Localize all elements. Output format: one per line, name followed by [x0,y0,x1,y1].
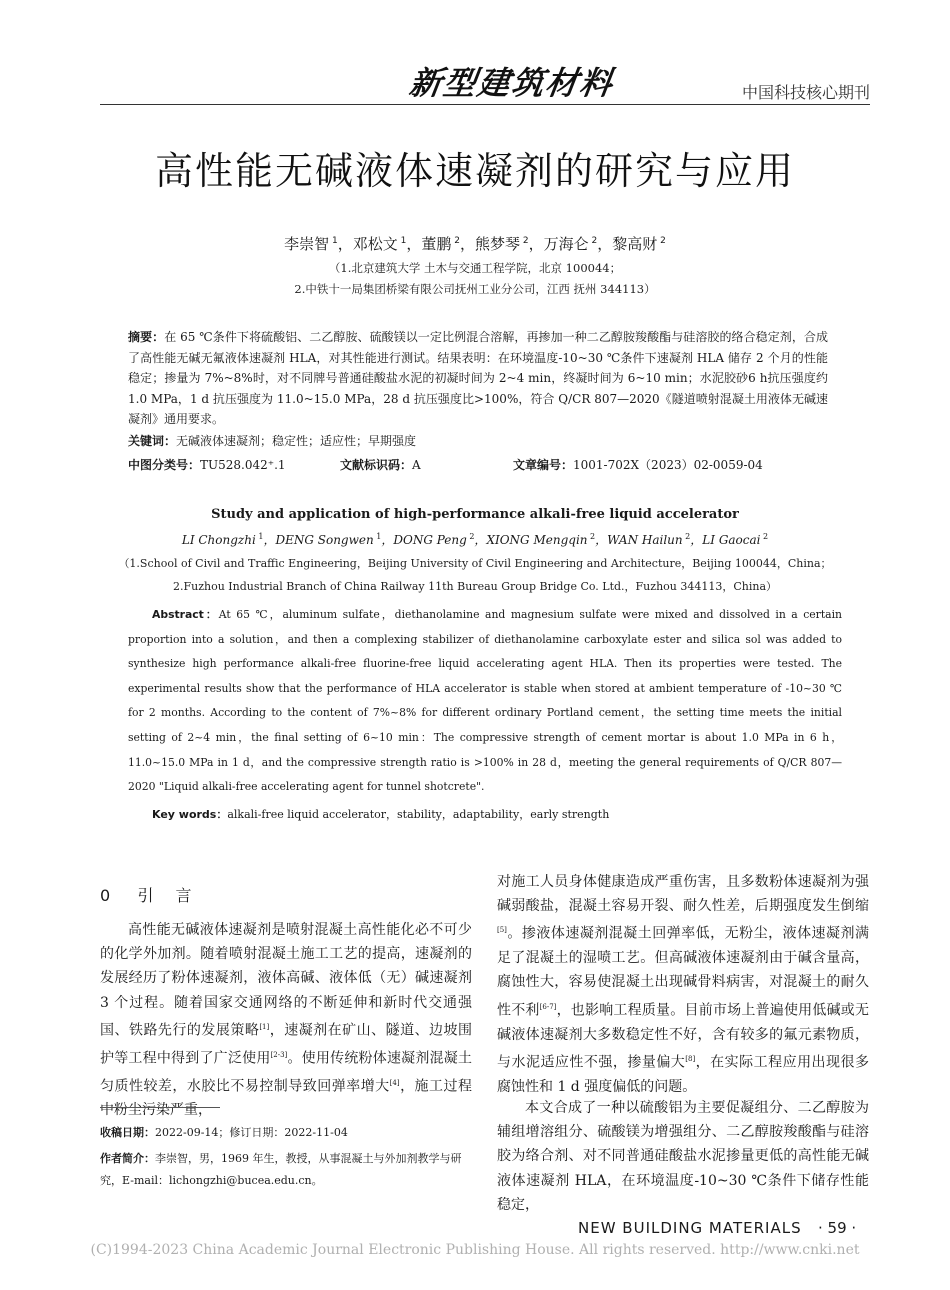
section-number: 0 [100,886,114,905]
author-affiliation-mark: 2 [588,236,598,246]
affiliation-2: 2.中铁十一局集团桥梁有限公司抚州工业分公司，江西 抚州 344113） [294,282,656,296]
author-separator: ， [381,533,394,547]
keywords-cn [128,432,416,449]
author-name: 万海仑 [543,235,589,253]
footnote-author-bio [100,1148,472,1192]
abstract-en [128,603,842,800]
citation: [8] [685,1054,696,1063]
author-name: 李崇智 [284,235,330,253]
footnote-bio-label: 作者简介： [100,1152,155,1165]
author-name: LI Gaocai [702,533,761,547]
para-text: ，施工过程中粉尘污染严重， [100,1078,473,1119]
author-name: 熊梦琴 [475,235,521,253]
author-separator: ， [597,235,613,253]
paper-title-en: Study and application of high-performance alkali-free liquid accelerator [211,507,739,522]
abstract-cn-label: 摘要： [128,330,165,344]
abstract-en-text: At 65 ℃，aluminum sulfate，diethanolamine and magnesium sulfate were mixed and dissolved in a certain proportion into a solution，and then a complexing stabilizer of diethanolamine carboxylate ester and silica sol was added to synthesize high performance alkali-free fluorine-free liquid accelerating agent HLA. Then its properties were tested. The experimental results show that the performance of HLA accelerator is stable when stored at ambient temperature of -10~30 ℃ for 2 months. According to the content of 7%~8% for different ordinary Portland cement，the setting time meets the initial setting of 2~4 min，the final setting of 6~10 min：The compressive strength of cement mortar is about 1.0 MPa in 6 h，11.0~15.0 MPa in 1 d，and the compressive strength ratio is >100% in 28 d，meeting the general requirements of Q/CR 807—2020 "Liquid alkali-free accelerating agent for tunnel shotcrete". [128,608,842,794]
author-affiliation-mark: 1 [255,532,264,541]
footnote-dates-text: 2022-09-14；修订日期：2022-11-04 [155,1126,348,1139]
intro-paragraph-continued [497,870,869,1099]
author-name: 黎高财 [612,235,658,253]
author-name: 邓松文 [352,235,398,253]
author-separator: ， [528,235,544,253]
footnote-dates [100,1122,472,1144]
keywords-en-label: Key words： [152,808,228,821]
author-affiliation-mark: 1 [373,532,382,541]
article-number [513,456,763,473]
author-affiliation-mark: 1 [329,236,338,246]
section-heading [100,883,194,906]
author-name: DENG Songwen [275,533,374,547]
author-affiliation-mark: 2 [587,532,596,541]
para-text: 。使用传统粉体速凝剂混凝土匀质性较差，水胶比不易控制导致回弹率增大 [100,1050,473,1095]
author-name: DONG Peng [393,533,467,547]
copyright-notice: (C)1994-2023 China Academic Journal Electronic Publishing House. All rights reserved. http://www.cnki.net [90,1242,860,1258]
author-name: LI Chongzhi [181,533,256,547]
clc-value: TU528.042⁺.1 [200,458,286,472]
affiliation-en-2: 2.Fuzhou Industrial Branch of China Railway 11th Bureau Group Bridge Co. Ltd.，Fuzhou 344113，China） [172,580,778,593]
author-affiliation-mark: 2 [520,236,529,246]
para-text: ，也影响工程质量。目前市场上普遍使用低碱或无碱液体速凝剂大多数稳定性不好，含有较多的氟元素物质，与水泥适应性不强，掺量偏大 [497,1002,870,1071]
author-name: WAN Hailun [607,533,683,547]
page-number: · 59 · [818,1219,857,1237]
intro-paragraph-1 [100,918,472,1123]
para-text: 对施工人员身体健康造成严重伤害，且多数粉体速凝剂为强碱弱酸盐，混凝土容易开裂、耐久性差，后期强度发生倒缩 [497,874,869,915]
affiliation-1: （1.北京建筑大学 土木与交通工程学院，北京 100044； [328,261,622,275]
article-no-value: 1001-702X（2023）02-0059-04 [573,458,763,472]
author-separator: ， [337,235,353,253]
journal-logo: 新型建筑材料 [407,64,617,102]
abstract-cn [128,327,828,430]
keywords-cn-text: 无碱液体速凝剂；稳定性；适应性；早期强度 [176,434,417,448]
author-affiliation-mark: 2 [466,532,475,541]
citation: [4] [389,1078,400,1087]
paper-title: 高性能无碱液体速凝剂的研究与应用 [154,149,795,193]
author-affiliation-mark: 2 [760,532,769,541]
author-separator: ， [459,235,475,253]
intro-paragraph-2: 本文合成了一种以硫酸铝为主要促凝组分、二乙醇胺为辅组增溶组分、硫酸镁为增强组分、二乙醇胺羧酸酯与硅溶胶为络合剂、对不同普通硅酸盐水泥掺量更低的高性能无碱液体速凝剂 HLA，在环境温度-10~30 ℃条件下储存性能稳定， [497,1100,869,1213]
author-separator: ， [474,533,487,547]
abstract-cn-text: 在 65 ℃条件下将硫酸铝、二乙醇胺、硫酸镁以一定比例混合溶解，再掺加一种二乙醇胺羧酸酯与硅溶胶的络合稳定剂，合成了高性能无碱无氟液体速凝剂 HLA，对其性能进行测试。结果表明：在环境温度-10~30 ℃条件下速凝剂 HLA 储存 2 个月的性能稳定；掺量为 7%~8%时，对不同牌号普通硅酸盐水泥的初凝时间为 2~4 min，终凝时间为 6~10 min；水泥胶砂6 h抗压强度约 1.0 MPa，1 d 抗压强度为 11.0~15.0 MPa，28 d 抗压强度比>100%，符合 Q/CR 807—2020《隧道喷射混凝土用液体无碱速凝剂》通用要求。 [128,330,828,426]
doc-code-label: 文献标识码： [340,458,413,472]
document-code [340,456,421,473]
author-name: XIONG Mengqin [486,533,588,547]
abstract-en-label: Abstract： [152,608,219,621]
para-text: ，速凝剂在矿山、隧道、边坡围护等工程中得到了广泛使用 [100,1022,473,1067]
author-separator: ， [263,533,276,547]
author-list-en [0,531,950,548]
author-affiliation-mark: 2 [451,236,460,246]
para-text: ，在实际工程应用出现很多腐蚀性和 1 d 强度偏低的问题。 [497,1054,869,1095]
author-affiliation-mark: 2 [657,236,666,246]
clc-code [128,456,286,473]
footnote-rule [100,1107,220,1108]
footer-journal-name: NEW BUILDING MATERIALS [578,1219,802,1237]
author-separator: ， [595,533,608,547]
footnote-bio-text: 李崇智，男，1969 年生，教授，从事混凝土与外加剂教学与研究，E-mail：lichongzhi@bucea.edu.cn。 [100,1152,462,1187]
author-separator: ， [690,533,703,547]
citation: [5] [497,926,507,935]
core-journal-label: 中国科技核心期刊 [741,83,870,102]
keywords-en [152,806,609,822]
citation: [2-3] [270,1050,288,1059]
citation: [1] [259,1022,270,1031]
author-list [0,233,950,254]
affiliation-en-1: （1.School of Civil and Traffic Engineering，Beijing University of Civil Engineering and Architecture，Beijing 100044，China； [118,557,832,570]
section-title: 引 言 [137,886,195,905]
author-affiliation-mark: 2 [682,532,691,541]
author-affiliation-mark: 1 [397,236,407,246]
doc-code-value: A [412,458,421,472]
article-no-label: 文章编号： [513,458,574,472]
keywords-cn-label: 关键词： [128,434,177,448]
para-text: 。掺液体速凝剂混凝土回弹率低，无粉尘，液体速凝剂满足了混凝土的湿喷工艺。但高碱液体速凝剂由于碱含量高，腐蚀性大，容易使混凝土出现碱骨料病害，对混凝土的耐久性不利 [497,926,869,1019]
citation: [6-7] [539,1002,557,1011]
header-rule [100,104,870,105]
footnote-dates-label: 收稿日期： [100,1126,155,1139]
keywords-en-text: alkali-free liquid accelerator，stability，adaptability，early strength [227,808,610,821]
clc-label: 中图分类号： [128,458,201,472]
author-name: 董鹏 [421,235,452,253]
para-text: 高性能无碱液体速凝剂是喷射混凝土高性能化必不可少的化学外加剂。随着喷射混凝土施工工艺的提高，速凝剂的发展经历了粉体速凝剂，液体高碱、液体低（无）碱速凝剂 3 个过程。随着国家交通网络的不断延伸和新时代交通强国、铁路先行的发展策略 [100,922,472,1039]
author-separator: ， [406,235,422,253]
